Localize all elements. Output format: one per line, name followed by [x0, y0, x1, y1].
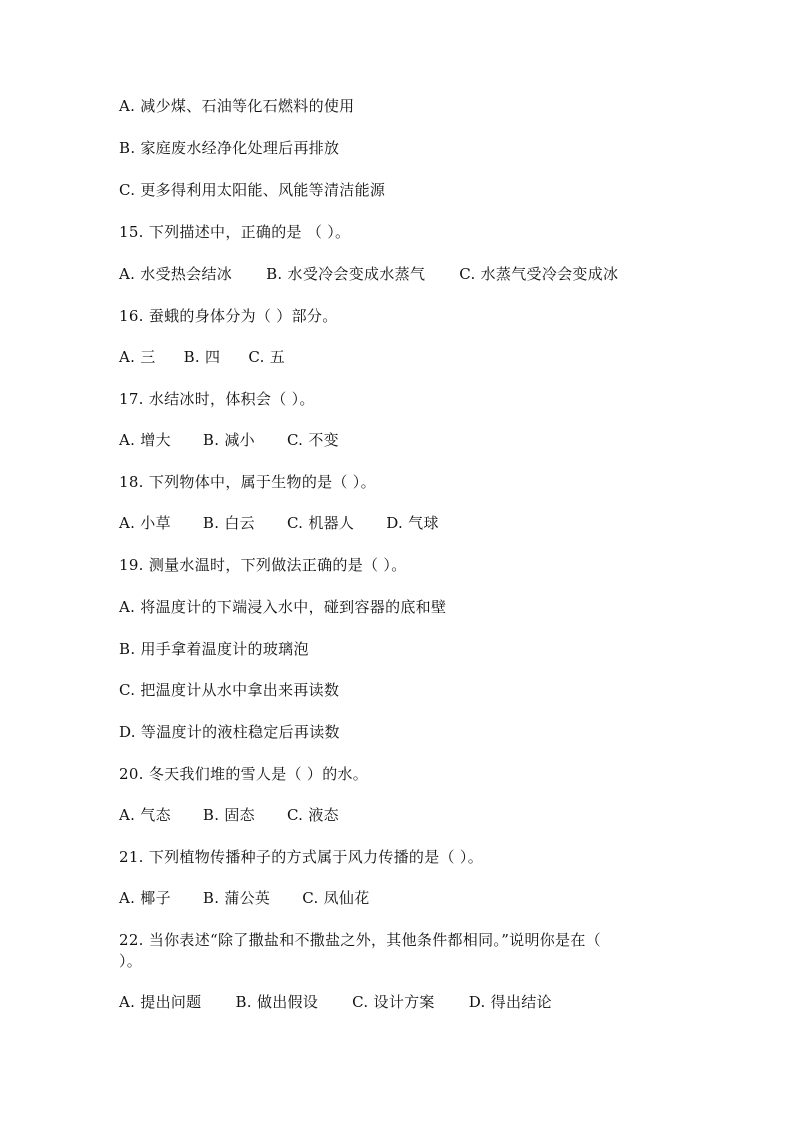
question-21: 21. 下列植物传播种子的方式属于风力传播的是（ ）。 — [119, 848, 483, 866]
option-line-a-fossil-fuels: A. 减少煤、石油等化石燃料的使用 — [119, 97, 355, 115]
question-15: 15. 下列描述中，正确的是 （ ）。 — [119, 223, 351, 241]
q20-option-c: C. 液态 — [286, 806, 339, 824]
q21-option-b: B. 蒲公英 — [202, 889, 271, 907]
q21-option-c: C. 凤仙花 — [302, 889, 370, 907]
q22-option-d: D. 得出结论 — [468, 993, 552, 1011]
q16-option-b: B. 四 — [183, 348, 221, 366]
q22-option-c: C. 设计方案 — [352, 993, 435, 1011]
q15-option-b: B. 水受冷会变成水蒸气 — [266, 265, 426, 283]
q16-option-a: A. 三 — [119, 348, 156, 366]
question-22-line-1: 22. 当你表述“除了撒盐和不撒盐之外，其他条件都相同。”说明你是在（ — [119, 931, 601, 949]
q18-option-a: A. 小草 — [119, 514, 171, 532]
q20-option-a: A. 气态 — [119, 806, 171, 824]
question-18-options — [119, 513, 439, 533]
q22-option-a: A. 提出问题 — [119, 993, 202, 1011]
question-19: 19. 测量水温时，下列做法正确的是（ ）。 — [119, 556, 407, 574]
q22-option-b: B. 做出假设 — [235, 993, 319, 1011]
question-21-options — [119, 888, 370, 908]
q17-option-a: A. 增大 — [119, 431, 171, 449]
question-20-options — [119, 805, 339, 825]
q15-option-c: C. 水蒸气受冷会变成冰 — [459, 265, 619, 283]
question-20: 20. 冬天我们堆的雪人是（ ）的水。 — [119, 765, 369, 783]
option-line-c-clean-energy: C. 更多得利用太阳能、风能等清洁能源 — [119, 181, 386, 199]
question-16-options — [119, 347, 285, 367]
q19-option-c: C. 把温度计从水中拿出来再读数 — [119, 681, 340, 699]
question-16: 16. 蚕蛾的身体分为（ ）部分。 — [119, 307, 338, 325]
q21-option-a: A. 椰子 — [119, 889, 171, 907]
question-17: 17. 水结冰时，体积会（ ）。 — [119, 390, 315, 408]
question-17-options — [119, 430, 339, 450]
q19-option-a: A. 将温度计的下端浸入水中，碰到容器的底和壁 — [119, 598, 447, 616]
q17-option-b: B. 减小 — [202, 431, 255, 449]
question-18: 18. 下列物体中，属于生物的是（ ）。 — [119, 473, 376, 491]
q18-option-d: D. 气球 — [386, 514, 439, 532]
q18-option-c: C. 机器人 — [286, 514, 355, 532]
q17-option-c: C. 不变 — [286, 431, 339, 449]
q19-option-d: D. 等温度计的液柱稳定后再读数 — [119, 723, 340, 741]
q19-option-b: B. 用手拿着温度计的玻璃泡 — [119, 640, 309, 658]
question-15-options — [119, 264, 618, 284]
question-22-options — [119, 992, 552, 1012]
option-line-b-wastewater: B. 家庭废水经净化处理后再排放 — [119, 139, 340, 157]
question-22-line-2: ）。 — [119, 952, 143, 970]
q15-option-a: A. 水受热会结冰 — [119, 265, 233, 283]
q20-option-b: B. 固态 — [202, 806, 255, 824]
q16-option-c: C. 五 — [248, 348, 286, 366]
q18-option-b: B. 白云 — [202, 514, 255, 532]
